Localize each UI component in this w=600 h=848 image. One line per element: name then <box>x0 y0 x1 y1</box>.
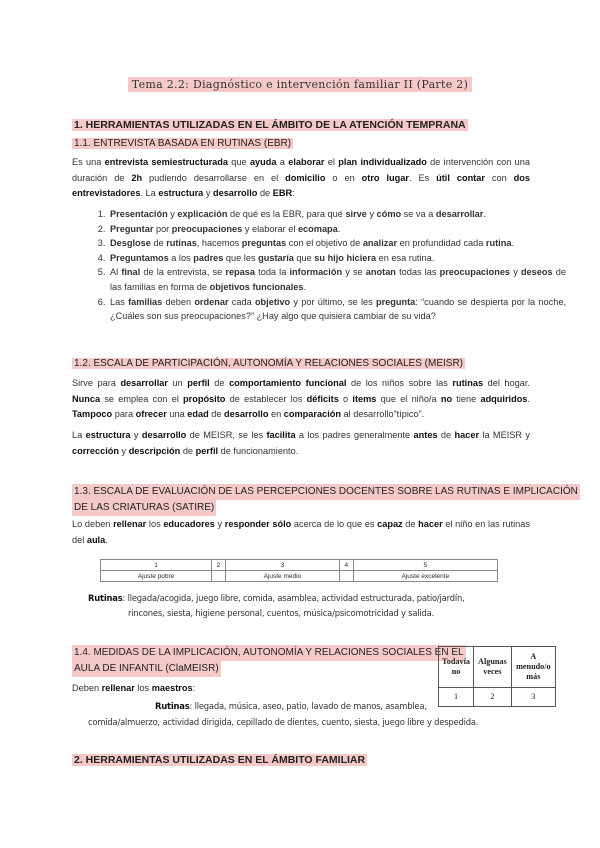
ebr-steps-list <box>72 207 566 324</box>
clameisr-routines-line-2: comida/almuerzo, actividad dirigida, cepillado de dientes, cuento, siesta, juego libre y despedida. <box>88 717 479 727</box>
frequency-value: 1 <box>439 688 474 707</box>
ebr-step-item: 6. Las familias deben ordenar cada objetivo y por último, se les pregunta: “cuando se despierta por la noche, ¿Cuáles son sus preocupaciones?” ¿Hay algo que quisiera cambiar de su vida? <box>108 295 566 324</box>
clameisr-routines-line-1: Rutinas: llegada, música, aseo, patio, lavado de manos, asamblea, <box>155 701 427 711</box>
scale-number-row <box>101 560 498 571</box>
satire-rating-scale <box>100 559 498 582</box>
frequency-value: 3 <box>511 688 555 707</box>
section-1-3-heading: 1.3. ESCALA DE EVALUACIÓN DE LAS PERCEPCIONES DOCENTES SOBRE LAS RUTINAS E IMPLICACIÓN DE LAS CRIATURAS (SATIRE) <box>72 484 580 516</box>
clameisr-paragraph: Deben rellenar los maestros: <box>72 683 196 693</box>
frequency-header: Algunas veces <box>474 647 512 688</box>
satire-routines-line-1: Rutinas: llegada/acogida, juego libre, comida, asamblea, actividad estructurada, patio/jardín, <box>88 593 465 603</box>
meisr-paragraph-1: Sirve para desarrollar un perfil de comportamiento funcional de los niños sobre las rutinas del hogar. Nunca se emplea con el propósito de establecer los déficits o ítems que el niño/a no tiene adquiridos. Tampoco para ofrecer una edad de desarrollo en comparación al desarrollo”típico”. <box>72 378 530 419</box>
scale-number: 5 <box>353 560 497 571</box>
meisr-paragraph-2: La estructura y desarrollo de MEISR, se les facilita a los padres generalmente antes de hacer la MEISR y corrección y descripción de perfil de funcionamiento. <box>72 430 530 456</box>
scale-label: Ajuste excelente <box>353 571 497 582</box>
frequency-header: A menudo/o más <box>511 647 555 688</box>
ebr-step-item: 2. Preguntar por preocupaciones y elaborar el ecomapa. <box>108 222 566 237</box>
section-2-heading: 2. HERRAMIENTAS UTILIZADAS EN EL ÁMBITO FAMILIAR <box>74 754 366 766</box>
ebr-intro-paragraph: Es una entrevista semiestructurada que ayuda a elaborar el plan individualizado de intervención con una duración de 2h pudiendo desarrollarse en el domicilio o en otro lugar. Es útil contar con dos entrevistadores. La estructura y desarrollo de EBR: <box>72 157 530 198</box>
scale-label: Ajuste medio <box>225 571 339 582</box>
scale-number: 3 <box>225 560 339 571</box>
frequency-value: 2 <box>474 688 512 707</box>
frequency-header: Todavía no <box>439 647 474 688</box>
ebr-step-item: 1. Presentación y explicación de qué es la EBR, para qué sirve y cómo se va a desarrollar. <box>108 207 566 222</box>
satire-routines-line-2: rincones, siesta, higiene personal, cuentos, música/psicomotricidad y salida. <box>128 608 435 618</box>
scale-label-row <box>101 571 498 582</box>
section-1-heading: 1. HERRAMIENTAS UTILIZADAS EN EL ÁMBITO DE LA ATENCIÓN TEMPRANA <box>74 119 466 131</box>
scale-label <box>340 571 354 582</box>
ebr-step-item: 5. Al final de la entrevista, se repasa toda la información y se anotan todas las preocupaciones y deseos de las familias en forma de objetivos funcionales. <box>108 265 566 294</box>
clameisr-frequency-table <box>438 646 556 707</box>
ebr-step-item: 3. Desglose de rutinas, hacemos preguntas con el objetivo de analizar en profundidad cada rutina. <box>108 236 566 251</box>
frequency-header-row <box>439 647 556 688</box>
scale-number: 4 <box>340 560 354 571</box>
section-1-1-heading: 1.1. ENTREVISTA BASADA EN RUTINAS (EBR) <box>74 138 292 149</box>
page-title: Tema 2.2: Diagnóstico e intervención familiar II (Parte 2) <box>0 75 600 93</box>
scale-number: 2 <box>212 560 226 571</box>
satire-paragraph: Lo deben rellenar los educadores y responder sólo acerca de lo que es capaz de hacer el niño en las rutinas del aula. <box>72 519 530 545</box>
frequency-value-row <box>439 688 556 707</box>
section-1-4-heading: 1.4. MEDIDAS DE LA IMPLICACIÓN, AUTONOMÍA Y RELACIONES SOCIALES EN EL AULA DE INFANTIL (ClaMEISR) <box>72 645 466 677</box>
ebr-step-item: 4. Preguntamos a los padres que les gustaría que su hijo hiciera en esa rutina. <box>108 251 566 266</box>
scale-label <box>212 571 226 582</box>
section-1-2-heading: 1.2. ESCALA DE PARTICIPACIÓN, AUTONOMÍA Y RELACIONES SOCIALES (MEISR) <box>74 358 464 369</box>
scale-label: Ajuste pobre <box>101 571 212 582</box>
scale-number: 1 <box>101 560 212 571</box>
